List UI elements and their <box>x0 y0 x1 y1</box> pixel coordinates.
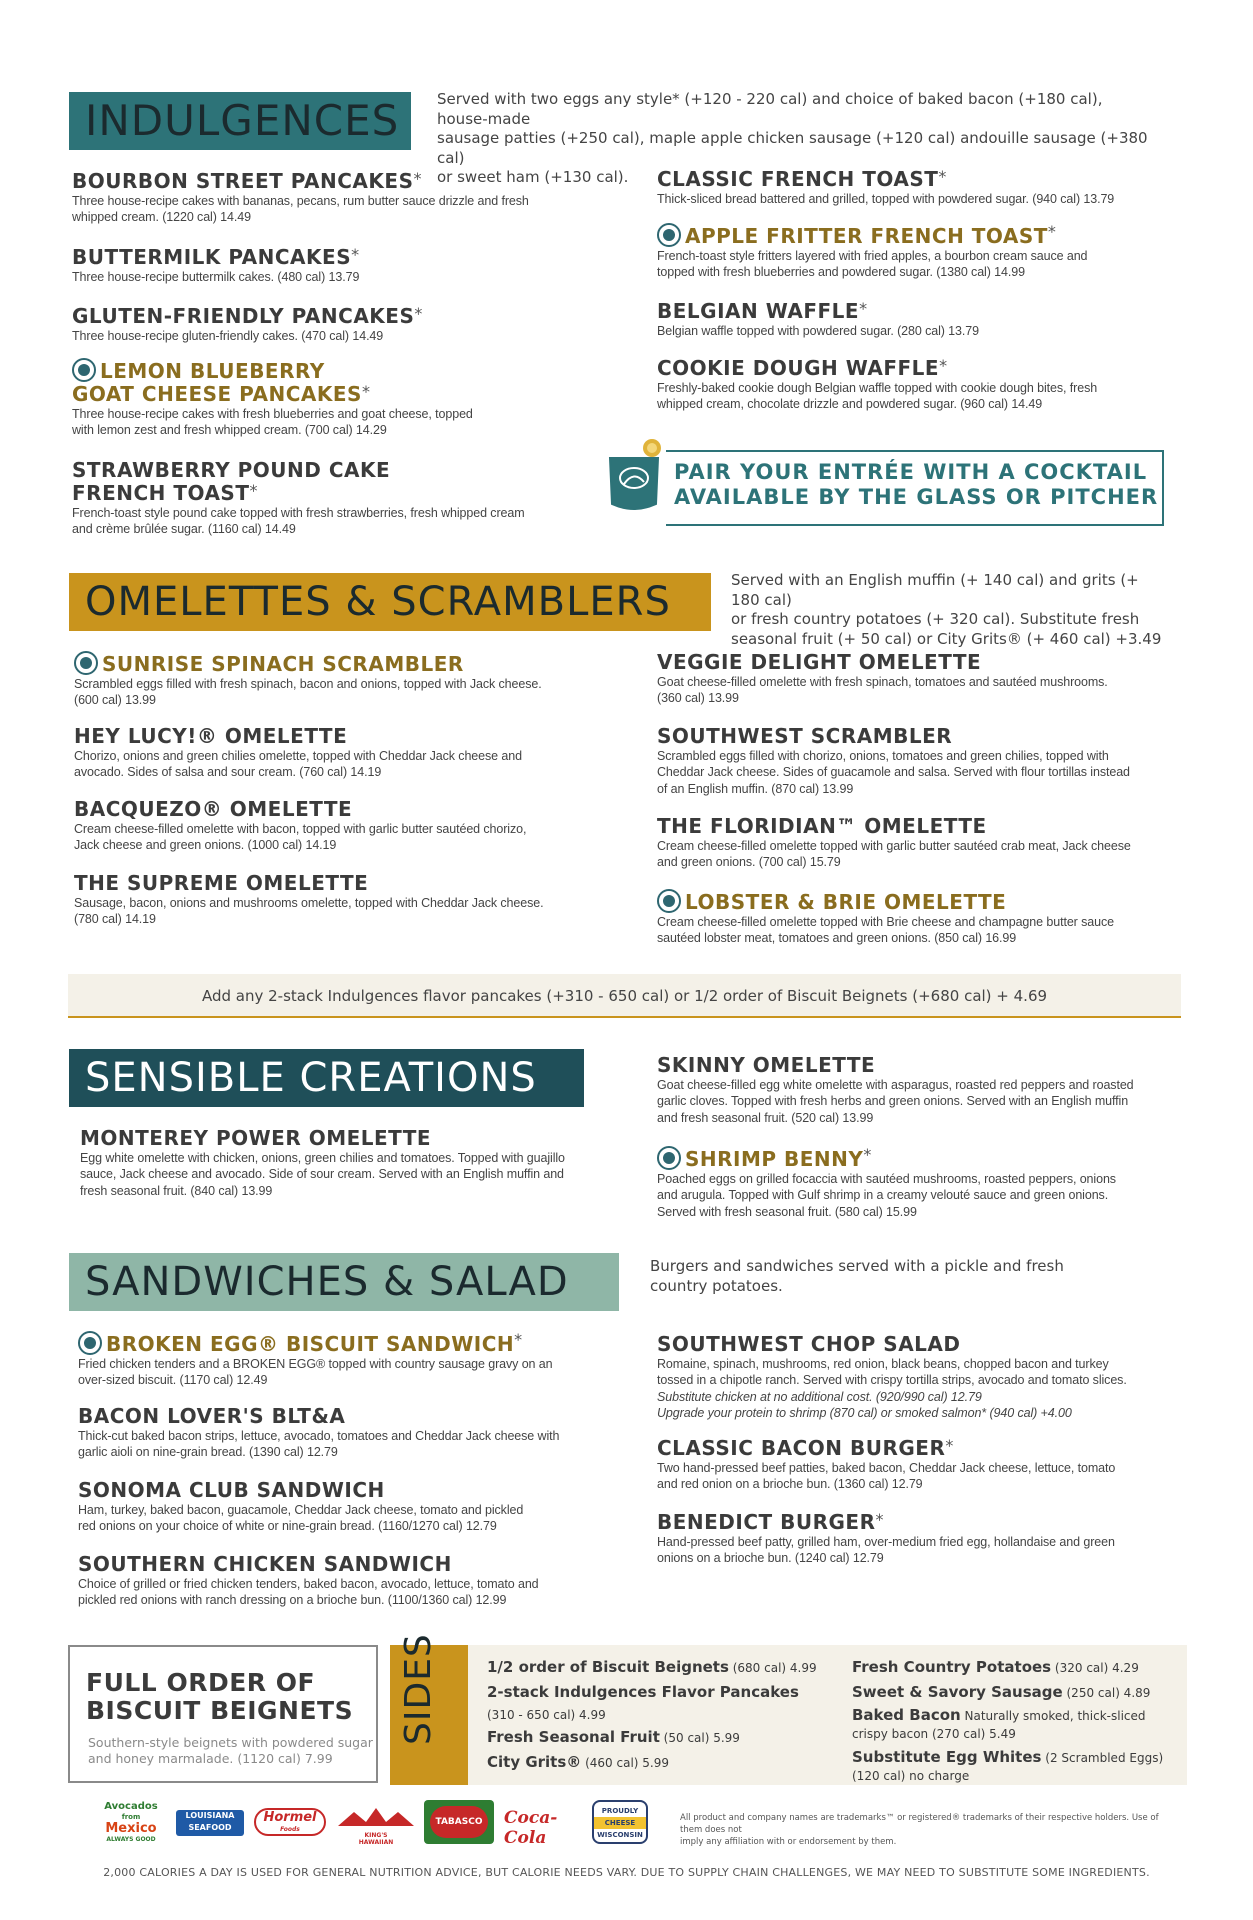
item-description: Chorizo, onions and green chilies omelette, topped with Cheddar Jack cheese and avocado. Sides of salsa and sour cream. (760 cal) 14.19 <box>74 749 522 780</box>
indulgences-intro-line: or sweet ham (+130 cal). <box>437 168 629 186</box>
item-description: French-toast style pound cake topped with fresh strawberries, fresh whipped cream and crème brûlée sugar. (1160 cal) 14.49 <box>72 506 525 537</box>
item-name: SOUTHWEST SCRAMBLER <box>657 724 953 748</box>
sides-col-1 <box>487 1655 827 1775</box>
kings-hawaiian-logo <box>336 1806 416 1846</box>
side-item: City Grits® (460 cal) 5.99 <box>487 1753 669 1771</box>
item-description: Egg white omelette with chicken, onions, green chilies and tomatoes. Topped with guajillo sauce, Jack cheese and avocado. Side of sour cream. Served with an English muffin and fresh seasonal fruit. (840 cal) 13.99 <box>80 1151 565 1198</box>
item-description: Three house-recipe cakes with bananas, pecans, rum butter sauce drizzle and fresh whipped cream. (1220 cal) 14.49 <box>72 194 529 225</box>
item-description: Freshly-baked cookie dough Belgian waffle topped with cookie dough bites, fresh whipped cream, chocolate drizzle and powdered sugar. (960 cal) 14.49 <box>657 381 1098 412</box>
item-name: SOUTHWEST CHOP SALAD <box>657 1332 961 1356</box>
indulgences-banner <box>69 92 411 150</box>
item-description: Thick-cut baked bacon strips, lettuce, avocado, tomatoes and Cheddar Jack cheese with garlic aioli on nine-grain bread. (1390 cal) 12.79 <box>78 1429 560 1460</box>
item-name: SHRIMP BENNY* <box>657 1146 1177 1171</box>
menu-item-bacquezo-omelette <box>74 798 574 854</box>
calorie-footer: 2,000 CALORIES A DAY IS USED FOR GENERAL NUTRITION ADVICE, BUT CALORIE NEEDS VARY. DUE TO SUPPLY CHAIN CHALLENGES, WE MAY NEED TO SUBSTITUTE SOME INGREDIENTS. <box>103 1866 1150 1879</box>
side-item: 2-stack Indulgences Flavor Pancakes <box>487 1683 799 1701</box>
item-name: COOKIE DOUGH WAFFLE* <box>657 356 948 380</box>
new-item-icon <box>78 1331 102 1355</box>
item-name: VEGGIE DELIGHT OMELETTE <box>657 650 982 674</box>
side-item: Sweet & Savory Sausage (250 cal) 4.89 <box>852 1683 1151 1701</box>
item-name: THE SUPREME OMELETTE <box>74 871 369 895</box>
menu-item-lemon-blueberry-pancakes <box>72 358 572 439</box>
item-name: SONOMA CLUB SANDWICH <box>78 1478 385 1502</box>
item-name: SKINNY OMELETTE <box>657 1053 876 1077</box>
item-description: Sausage, bacon, onions and mushrooms omelette, topped with Cheddar Jack cheese. (780 cal) 14.19 <box>74 896 544 927</box>
cocktail-line: AVAILABLE BY THE GLASS OR PITCHER <box>674 485 1159 509</box>
wisconsin-cheese-logo: PROUDLY CHEESE WISCONSIN <box>592 1800 648 1844</box>
omelettes-banner <box>69 573 711 631</box>
menu-item-sonoma-club-sandwich <box>78 1479 578 1535</box>
addon-bar <box>68 974 1181 1018</box>
menu-item-classic-french-toast <box>657 168 1177 207</box>
sandwiches-intro-line: country potatoes. <box>650 1276 783 1295</box>
new-item-icon <box>657 1146 681 1170</box>
menu-item-gluten-friendly-pancakes <box>72 305 572 344</box>
item-name: BENEDICT BURGER* <box>657 1510 884 1534</box>
item-name: STRAWBERRY POUND CAKE <box>72 458 391 482</box>
menu-item-southwest-chop-salad <box>657 1333 1177 1421</box>
item-name: BOURBON STREET PANCAKES* <box>72 169 422 193</box>
indulgences-title: INDULGENCES <box>85 96 400 145</box>
menu-item-buttermilk-pancakes <box>72 246 572 285</box>
item-name: APPLE FRITTER FRENCH TOAST* <box>657 223 1177 248</box>
item-name: BROKEN EGG® BISCUIT SANDWICH* <box>78 1331 578 1356</box>
menu-item-classic-bacon-burger <box>657 1437 1177 1493</box>
item-name: SUNRISE SPINACH SCRAMBLER <box>74 651 574 676</box>
beignets-description: Southern-style beignets with powdered sugar and honey marmalade. (1120 cal) 7.99 <box>88 1735 373 1766</box>
menu-item-sunrise-spinach-scrambler <box>74 651 574 709</box>
item-description: Scrambled eggs filled with chorizo, onions, tomatoes and green chilies, topped with Cheddar Jack cheese. Sides of guacamole and salsa. Served with flour tortillas instead of an English muffin. (870 cal) 13.99 <box>657 749 1130 796</box>
new-item-icon <box>74 651 98 675</box>
avocados-from-mexico-logo: Avocados from Mexico ALWAYS GOOD <box>104 1801 158 1843</box>
item-name: CLASSIC FRENCH TOAST* <box>657 167 947 191</box>
menu-item-veggie-delight-omelette <box>657 651 1177 707</box>
beignets-title: FULL ORDER OF BISCUIT BEIGNETS <box>86 1668 354 1725</box>
menu-item-supreme-omelette <box>74 872 574 928</box>
menu-item-lobster-brie-omelette <box>657 889 1177 947</box>
side-item-detail: crispy bacon (270 cal) 5.49 <box>852 1727 1016 1741</box>
item-name: THE FLORIDIAN™ OMELETTE <box>657 814 987 838</box>
item-name: GLUTEN-FRIENDLY PANCAKES* <box>72 304 423 328</box>
item-description: Cream cheese-filled omelette topped with garlic butter sautéed crab meat, Jack cheese and green onions. (700 cal) 15.79 <box>657 839 1131 870</box>
item-description: Hand-pressed beef patty, grilled ham, over-medium fried egg, hollandaise and green onions on a brioche bun. (1240 cal) 12.79 <box>657 1535 1115 1566</box>
menu-item-bourbon-street-pancakes <box>72 170 572 226</box>
item-description: French-toast style fritters layered with fried apples, a bourbon cream sauce and topped with fresh blueberries and powdered sugar. (1380 cal) 14.99 <box>657 249 1088 280</box>
side-item-detail: (310 - 650 cal) 4.99 <box>487 1708 606 1722</box>
trademark-note: All product and company names are trademarks™ or registered® trademarks of their respective holders. Use of them does not imply any affiliation with or endorsement by them. <box>680 1813 1159 1847</box>
sandwiches-intro-line: Burgers and sandwiches served with a pickle and fresh <box>650 1257 1064 1275</box>
item-name: LEMON BLUEBERRY <box>72 358 572 383</box>
side-item-detail: (120 cal) no charge <box>852 1769 970 1783</box>
cocktail-line: PAIR YOUR ENTRÉE WITH A COCKTAIL <box>674 460 1148 484</box>
tabasco-label: TABASCO <box>430 1806 488 1838</box>
indulgences-intro-line: Served with two eggs any style* (+120 - 220 cal) and choice of baked bacon (+180 cal), house-made <box>437 90 1103 128</box>
menu-item-broken-egg-biscuit-sandwich <box>78 1331 578 1389</box>
new-item-icon <box>657 223 681 247</box>
item-description: Two hand-pressed beef patties, baked bacon, Cheddar Jack cheese, lettuce, tomato and red onion on a brioche bun. (1360 cal) 12.79 <box>657 1461 1116 1492</box>
side-item: Substitute Egg Whites (2 Scrambled Eggs) <box>852 1748 1164 1766</box>
addon-text: Add any 2-stack Indulgences flavor pancakes (+310 - 650 cal) or 1/2 order of Biscuit Beignets (+680 cal) + 4.69 <box>201 987 1048 1005</box>
menu-item-southern-chicken-sandwich <box>78 1553 578 1609</box>
item-name: LOBSTER & BRIE OMELETTE <box>657 889 1177 914</box>
side-item: Baked Bacon Naturally smoked, thick-sliced <box>852 1706 1146 1724</box>
item-description: Romaine, spinach, mushrooms, red onion, black beans, chopped bacon and turkey tossed in a chipotle ranch. Served with crispy tortilla strips, avocado and tomato slices. Substitute chicken at no additional cost. (920/990 cal) 12.79 Upgrade your protein to shrimp (870 cal) or smoked salmon* (940 cal) +4.00 <box>657 1357 1127 1420</box>
side-item: Fresh Seasonal Fruit (50 cal) 5.99 <box>487 1728 740 1746</box>
cocktail-callout-text <box>674 460 1158 510</box>
omelettes-title: OMELETTES & SCRAMBLERS <box>85 579 671 625</box>
sandwiches-intro <box>650 1257 1110 1296</box>
item-name: HEY LUCY!® OMELETTE <box>74 724 348 748</box>
menu-item-benedict-burger <box>657 1511 1177 1567</box>
kings-hawaiian-crown-icon <box>336 1806 416 1828</box>
sensible-banner <box>69 1049 584 1107</box>
item-name: BACQUEZO® OMELETTE <box>74 797 353 821</box>
menu-item-southwest-scrambler <box>657 725 1177 797</box>
new-item-icon <box>657 889 681 913</box>
item-description: Poached eggs on grilled focaccia with sautéed mushrooms, roasted peppers, onions and arugula. Topped with Gulf shrimp in a creamy velouté sauce and green onions. Served with fresh seasonal fruit. (580 cal) 15.99 <box>657 1172 1116 1219</box>
side-item: Fresh Country Potatoes (320 cal) 4.29 <box>852 1658 1139 1676</box>
cocktail-callout <box>596 450 1166 526</box>
item-name: SOUTHERN CHICKEN SANDWICH <box>78 1552 452 1576</box>
item-description: Three house-recipe cakes with fresh blueberries and goat cheese, topped with lemon zest and fresh whipped cream. (700 cal) 14.29 <box>72 407 473 438</box>
menu-item-strawberry-pound-cake-french-toast <box>72 459 572 538</box>
beignets-box <box>68 1645 378 1783</box>
item-name: MONTEREY POWER OMELETTE <box>80 1126 432 1150</box>
sides-col-2 <box>852 1655 1182 1783</box>
coca-cola-logo: Coca-Cola <box>504 1808 558 1848</box>
item-description: Scrambled eggs filled with fresh spinach, bacon and onions, topped with Jack cheese. (600 cal) 13.99 <box>74 677 542 708</box>
sensible-title: SENSIBLE CREATIONS <box>85 1055 537 1101</box>
omelettes-intro-line: seasonal fruit (+ 50 cal) or City Grits® (+ 460 cal) +3.49 <box>731 629 1162 648</box>
sides-panel <box>390 1633 1187 1785</box>
sandwiches-title: SANDWICHES & SALAD <box>85 1259 569 1305</box>
item-description: Cream cheese-filled omelette with bacon, topped with garlic butter sautéed chorizo, Jack cheese and green onions. (1000 cal) 14.19 <box>74 822 527 853</box>
item-description: Goat cheese-filled omelette with fresh spinach, tomatoes and sautéed mushrooms. (360 cal) 13.99 <box>657 675 1108 706</box>
sandwiches-banner <box>69 1253 619 1311</box>
item-name: BACON LOVER'S BLT&A <box>78 1404 346 1428</box>
sponsor-logos <box>96 1800 666 1846</box>
item-name: BUTTERMILK PANCAKES* <box>72 245 360 269</box>
omelettes-intro <box>731 571 1171 649</box>
item-name: GOAT CHEESE PANCAKES* <box>72 382 371 406</box>
item-name: CLASSIC BACON BURGER* <box>657 1436 954 1460</box>
item-description: Thick-sliced bread battered and grilled, topped with powdered sugar. (940 cal) 13.79 <box>657 192 1115 206</box>
item-description: Ham, turkey, baked bacon, guacamole, Cheddar Jack cheese, tomato and pickled red onions on your choice of white or nine-grain bread. (1160/1270 cal) 12.79 <box>78 1503 524 1534</box>
item-description: Belgian waffle topped with powdered sugar. (280 cal) 13.79 <box>657 324 979 338</box>
menu-item-skinny-omelette <box>657 1054 1177 1126</box>
item-description: Goat cheese-filled egg white omelette with asparagus, roasted red peppers and roasted garlic cloves. Topped with fresh herbs and green onions. Served with an English muffin and fresh seasonal fruit. (520 cal) 13.99 <box>657 1078 1134 1125</box>
menu-item-apple-fritter-french-toast <box>657 223 1177 281</box>
item-description: Fried chicken tenders and a BROKEN EGG® topped with country sausage gravy on an over-sized biscuit. (1170 cal) 12.49 <box>78 1357 553 1388</box>
menu-item-cookie-dough-waffle <box>657 357 1177 413</box>
item-description: Cream cheese-filled omelette topped with Brie cheese and champagne butter sauce sautéed lobster meat, tomatoes and green onions. (850 cal) 16.99 <box>657 915 1114 946</box>
menu-item-shrimp-benny <box>657 1146 1177 1220</box>
side-item: 1/2 order of Biscuit Beignets (680 cal) 4.99 <box>487 1658 817 1676</box>
omelettes-intro-line: Served with an English muffin (+ 140 cal) and grits (+ 180 cal) <box>731 571 1139 609</box>
indulgences-intro-line: sausage patties (+250 cal), maple apple chicken sausage (+120 cal) andouille sausage (+380 cal) <box>437 129 1148 167</box>
item-name: FRENCH TOAST* <box>72 481 258 505</box>
sides-label: SIDES <box>398 1633 439 1745</box>
item-description: Three house-recipe buttermilk cakes. (480 cal) 13.79 <box>72 270 360 284</box>
omelettes-intro-line: or fresh country potatoes (+ 320 cal). Substitute fresh <box>731 610 1140 628</box>
new-item-icon <box>72 358 96 382</box>
hormel-foods-logo: Hormel Foods <box>254 1808 326 1836</box>
menu-item-bacon-lovers-blta <box>78 1405 578 1461</box>
sides-label-strip <box>390 1633 468 1785</box>
tabasco-logo <box>424 1800 494 1844</box>
louisiana-seafood-logo: LOUISIANA SEAFOOD <box>176 1810 244 1836</box>
item-description: Choice of grilled or fried chicken tenders, baked bacon, avocado, lettuce, tomato and pickled red onions with ranch dressing on a brioche bun. (1100/1360 cal) 12.99 <box>78 1577 539 1608</box>
menu-item-monterey-power-omelette <box>80 1127 580 1199</box>
item-name: BELGIAN WAFFLE* <box>657 299 868 323</box>
kings-hawaiian-text: KING'S HAWAIIAN <box>358 1832 394 1846</box>
menu-item-belgian-waffle <box>657 300 1177 339</box>
menu-item-floridian-omelette <box>657 815 1177 871</box>
item-description: Three house-recipe gluten-friendly cakes. (470 cal) 14.49 <box>72 329 384 343</box>
menu-item-hey-lucy-omelette <box>74 725 574 781</box>
